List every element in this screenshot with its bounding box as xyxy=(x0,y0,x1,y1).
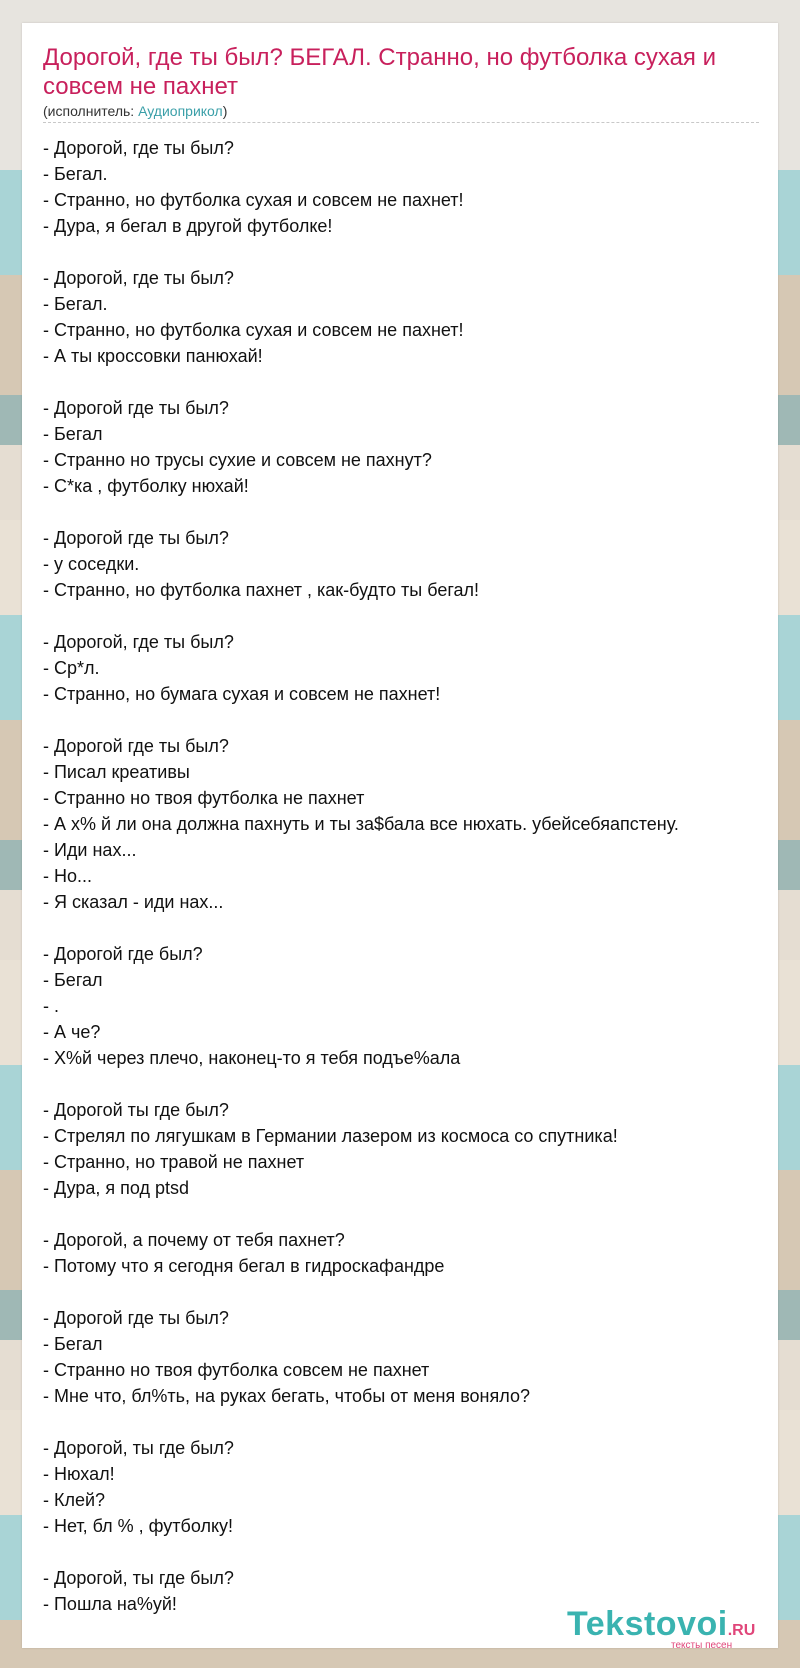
logo-tagline: тексты песен xyxy=(671,1640,733,1651)
performer-close: ) xyxy=(222,103,228,119)
logo-tld: .RU xyxy=(727,1622,756,1639)
site-logo[interactable] xyxy=(567,1605,767,1651)
content-card xyxy=(22,23,778,1651)
performer-line xyxy=(43,102,227,120)
divider xyxy=(43,122,759,123)
performer-label: (исполнитель: xyxy=(43,103,139,119)
logo-name: Tekstovoi.RU xyxy=(567,1605,756,1643)
lyrics-text: - Дорогой, где ты был? - Бегал. - Странно, но футболка сухая и совсем не пахнет! - Дура, я бегал в другой футболке! - Дорогой, где ты был? - Бегал. - Странно, но футболка сухая и совсем не пахнет! - А ты кроссовки панюхай! - Дорогой где ты был? - Бегал - Странно но трусы сухие и совсем не пахнут? - С*ка , футболку нюхай! - Дорогой где ты был? - у соседки. - Странно, но футболка пахнет , как-будто ты бегал! - Дорогой, где ты был? - Ср*л. - Странно, но бумага сухая и совсем не пахнет! - Дорогой где ты был? - Писал креативы - Странно но твоя футболка не пахнет - А х% й ли она должна пахнуть и ты за$бала все нюхать. убейсебяапстену. - Иди нах... - Но... - Я сказал - иди нах... - Дорогой где был? - Бегал - . - А че? - Х%й через плечо, наконец-то я тебя подъе%ала - Дорогой ты где был? - Стрелял по лягушкам в Германии лазером из космоса со спутника! - Странно, но травой не пахнет - Дура, я под ptsd - Дорогой, а почему от тебя пахнет? - Потому что я сегодня бегал в гидроскафандре - Дорогой где ты был? - Бегал - Странно но твоя футболка совсем не пахнет - Мне что, бл%ть, на руках бегать, чтобы от меня воняло? - Дорогой, ты где был? - Нюхал! - Клей? - Нет, бл % , футболку! - Дорогой, ты где был? - Пошла на%уй! xyxy=(43,138,679,1614)
performer-link[interactable]: Аудиоприкол xyxy=(138,103,223,119)
page-title: Дорогой, где ты был? БЕГАЛ. Странно, но футболка сухая и совсем не пахнет xyxy=(43,44,716,100)
